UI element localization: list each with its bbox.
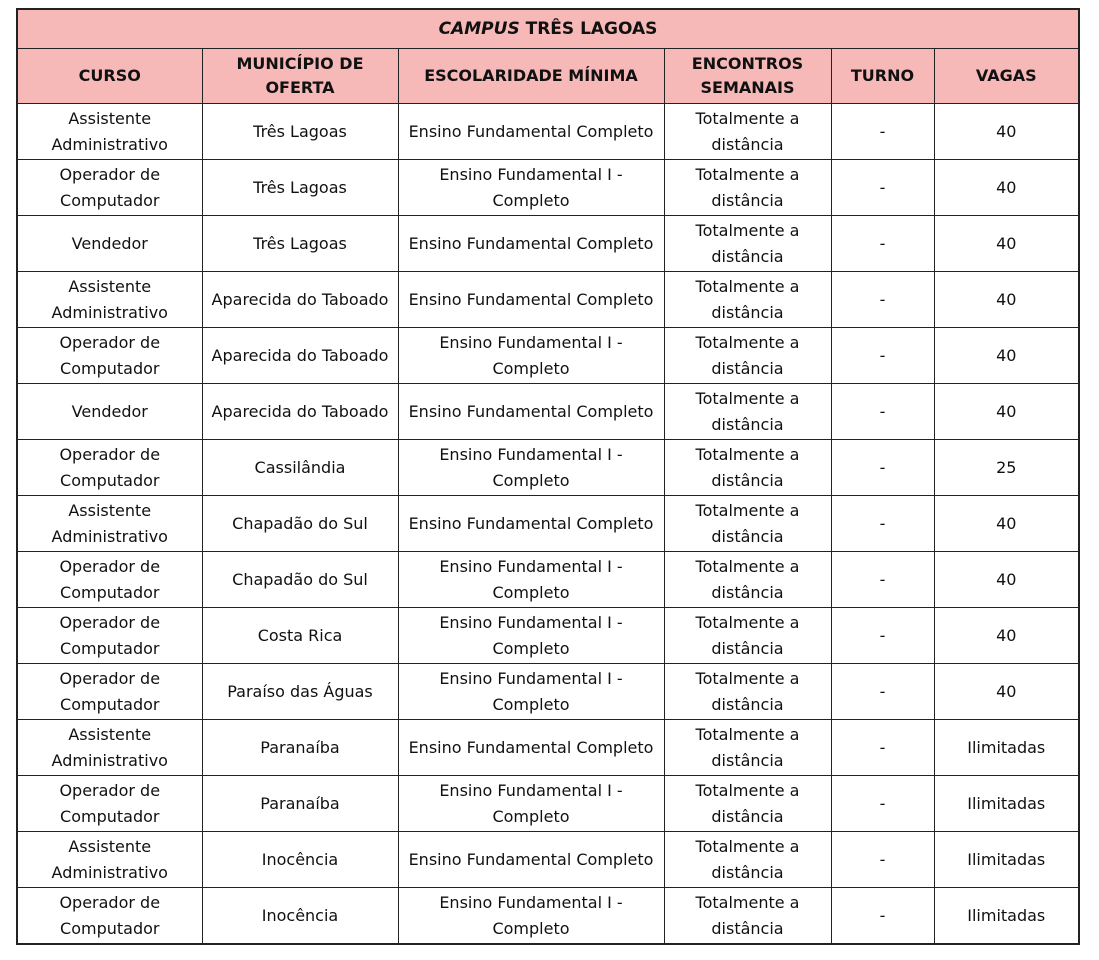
municipio-cell: Inocência	[202, 888, 398, 945]
municipio-cell: Costa Rica	[202, 608, 398, 664]
curso-cell: Operador de Computador	[17, 888, 202, 945]
table-row	[17, 440, 1079, 496]
escolaridade-cell: Ensino Fundamental Completo	[398, 384, 664, 440]
header-municipio: MUNICÍPIO DE OFERTA	[202, 49, 398, 104]
municipio-cell: Chapadão do Sul	[202, 552, 398, 608]
table-row	[17, 720, 1079, 776]
escolaridade-cell: Ensino Fundamental I - Completo	[398, 664, 664, 720]
turno-cell: -	[831, 888, 934, 945]
vagas-cell: 40	[934, 216, 1079, 272]
table-row	[17, 888, 1079, 945]
vagas-cell: Ilimitadas	[934, 776, 1079, 832]
turno-cell: -	[831, 440, 934, 496]
vagas-cell: Ilimitadas	[934, 888, 1079, 945]
encontros-cell: Totalmente a distância	[664, 104, 831, 160]
municipio-cell: Cassilândia	[202, 440, 398, 496]
vagas-cell: 40	[934, 160, 1079, 216]
turno-cell: -	[831, 384, 934, 440]
escolaridade-cell: Ensino Fundamental Completo	[398, 832, 664, 888]
municipio-cell: Inocência	[202, 832, 398, 888]
encontros-cell: Totalmente a distância	[664, 216, 831, 272]
encontros-cell: Totalmente a distância	[664, 720, 831, 776]
vagas-cell: 40	[934, 552, 1079, 608]
header-turno: TURNO	[831, 49, 934, 104]
turno-cell: -	[831, 552, 934, 608]
escolaridade-cell: Ensino Fundamental I - Completo	[398, 440, 664, 496]
curso-cell: Operador de Computador	[17, 440, 202, 496]
curso-cell: Assistente Administrativo	[17, 832, 202, 888]
turno-cell: -	[831, 272, 934, 328]
escolaridade-cell: Ensino Fundamental I - Completo	[398, 888, 664, 945]
turno-cell: -	[831, 216, 934, 272]
escolaridade-cell: Ensino Fundamental Completo	[398, 272, 664, 328]
table-row	[17, 160, 1079, 216]
municipio-cell: Três Lagoas	[202, 160, 398, 216]
encontros-cell: Totalmente a distância	[664, 440, 831, 496]
escolaridade-cell: Ensino Fundamental Completo	[398, 216, 664, 272]
encontros-cell: Totalmente a distância	[664, 776, 831, 832]
encontros-cell: Totalmente a distância	[664, 832, 831, 888]
courses-table-container	[16, 8, 1078, 945]
table-body	[17, 104, 1079, 945]
table-title-italic: CAMPUS	[438, 19, 520, 39]
header-escolaridade: ESCOLARIDADE MÍNIMA	[398, 49, 664, 104]
curso-cell: Assistente Administrativo	[17, 104, 202, 160]
vagas-cell: Ilimitadas	[934, 720, 1079, 776]
encontros-cell: Totalmente a distância	[664, 328, 831, 384]
table-title-rest: TRÊS LAGOAS	[519, 19, 658, 39]
courses-table	[16, 8, 1080, 945]
curso-cell: Vendedor	[17, 216, 202, 272]
turno-cell: -	[831, 720, 934, 776]
header-curso: CURSO	[17, 49, 202, 104]
turno-cell: -	[831, 664, 934, 720]
header-vagas: VAGAS	[934, 49, 1079, 104]
vagas-cell: 40	[934, 496, 1079, 552]
turno-cell: -	[831, 160, 934, 216]
vagas-cell: 40	[934, 384, 1079, 440]
municipio-cell: Aparecida do Taboado	[202, 328, 398, 384]
vagas-cell: 40	[934, 104, 1079, 160]
curso-cell: Assistente Administrativo	[17, 496, 202, 552]
escolaridade-cell: Ensino Fundamental I - Completo	[398, 552, 664, 608]
municipio-cell: Paraíso das Águas	[202, 664, 398, 720]
curso-cell: Assistente Administrativo	[17, 720, 202, 776]
municipio-cell: Três Lagoas	[202, 216, 398, 272]
turno-cell: -	[831, 832, 934, 888]
vagas-cell: Ilimitadas	[934, 832, 1079, 888]
vagas-cell: 40	[934, 608, 1079, 664]
encontros-cell: Totalmente a distância	[664, 552, 831, 608]
curso-cell: Operador de Computador	[17, 776, 202, 832]
escolaridade-cell: Ensino Fundamental Completo	[398, 104, 664, 160]
municipio-cell: Aparecida do Taboado	[202, 384, 398, 440]
turno-cell: -	[831, 776, 934, 832]
table-row	[17, 104, 1079, 160]
header-encontros: ENCONTROS SEMANAIS	[664, 49, 831, 104]
curso-cell: Operador de Computador	[17, 664, 202, 720]
table-row	[17, 832, 1079, 888]
table-row	[17, 496, 1079, 552]
table-row	[17, 552, 1079, 608]
municipio-cell: Paranaíba	[202, 776, 398, 832]
turno-cell: -	[831, 608, 934, 664]
vagas-cell: 25	[934, 440, 1079, 496]
municipio-cell: Paranaíba	[202, 720, 398, 776]
curso-cell: Vendedor	[17, 384, 202, 440]
curso-cell: Operador de Computador	[17, 160, 202, 216]
table-row	[17, 776, 1079, 832]
vagas-cell: 40	[934, 272, 1079, 328]
table-header-row	[17, 49, 1079, 104]
curso-cell: Operador de Computador	[17, 328, 202, 384]
encontros-cell: Totalmente a distância	[664, 384, 831, 440]
table-row	[17, 272, 1079, 328]
escolaridade-cell: Ensino Fundamental Completo	[398, 720, 664, 776]
table-row	[17, 384, 1079, 440]
table-title	[17, 9, 1079, 49]
encontros-cell: Totalmente a distância	[664, 272, 831, 328]
curso-cell: Assistente Administrativo	[17, 272, 202, 328]
escolaridade-cell: Ensino Fundamental Completo	[398, 496, 664, 552]
curso-cell: Operador de Computador	[17, 552, 202, 608]
curso-cell: Operador de Computador	[17, 608, 202, 664]
encontros-cell: Totalmente a distância	[664, 160, 831, 216]
municipio-cell: Aparecida do Taboado	[202, 272, 398, 328]
escolaridade-cell: Ensino Fundamental I - Completo	[398, 776, 664, 832]
turno-cell: -	[831, 328, 934, 384]
escolaridade-cell: Ensino Fundamental I - Completo	[398, 608, 664, 664]
encontros-cell: Totalmente a distância	[664, 664, 831, 720]
turno-cell: -	[831, 104, 934, 160]
escolaridade-cell: Ensino Fundamental I - Completo	[398, 328, 664, 384]
encontros-cell: Totalmente a distância	[664, 496, 831, 552]
table-row	[17, 216, 1079, 272]
turno-cell: -	[831, 496, 934, 552]
escolaridade-cell: Ensino Fundamental I - Completo	[398, 160, 664, 216]
municipio-cell: Chapadão do Sul	[202, 496, 398, 552]
table-row	[17, 664, 1079, 720]
table-row	[17, 328, 1079, 384]
table-row	[17, 608, 1079, 664]
vagas-cell: 40	[934, 664, 1079, 720]
vagas-cell: 40	[934, 328, 1079, 384]
encontros-cell: Totalmente a distância	[664, 888, 831, 945]
municipio-cell: Três Lagoas	[202, 104, 398, 160]
encontros-cell: Totalmente a distância	[664, 608, 831, 664]
table-title-row	[17, 9, 1079, 49]
